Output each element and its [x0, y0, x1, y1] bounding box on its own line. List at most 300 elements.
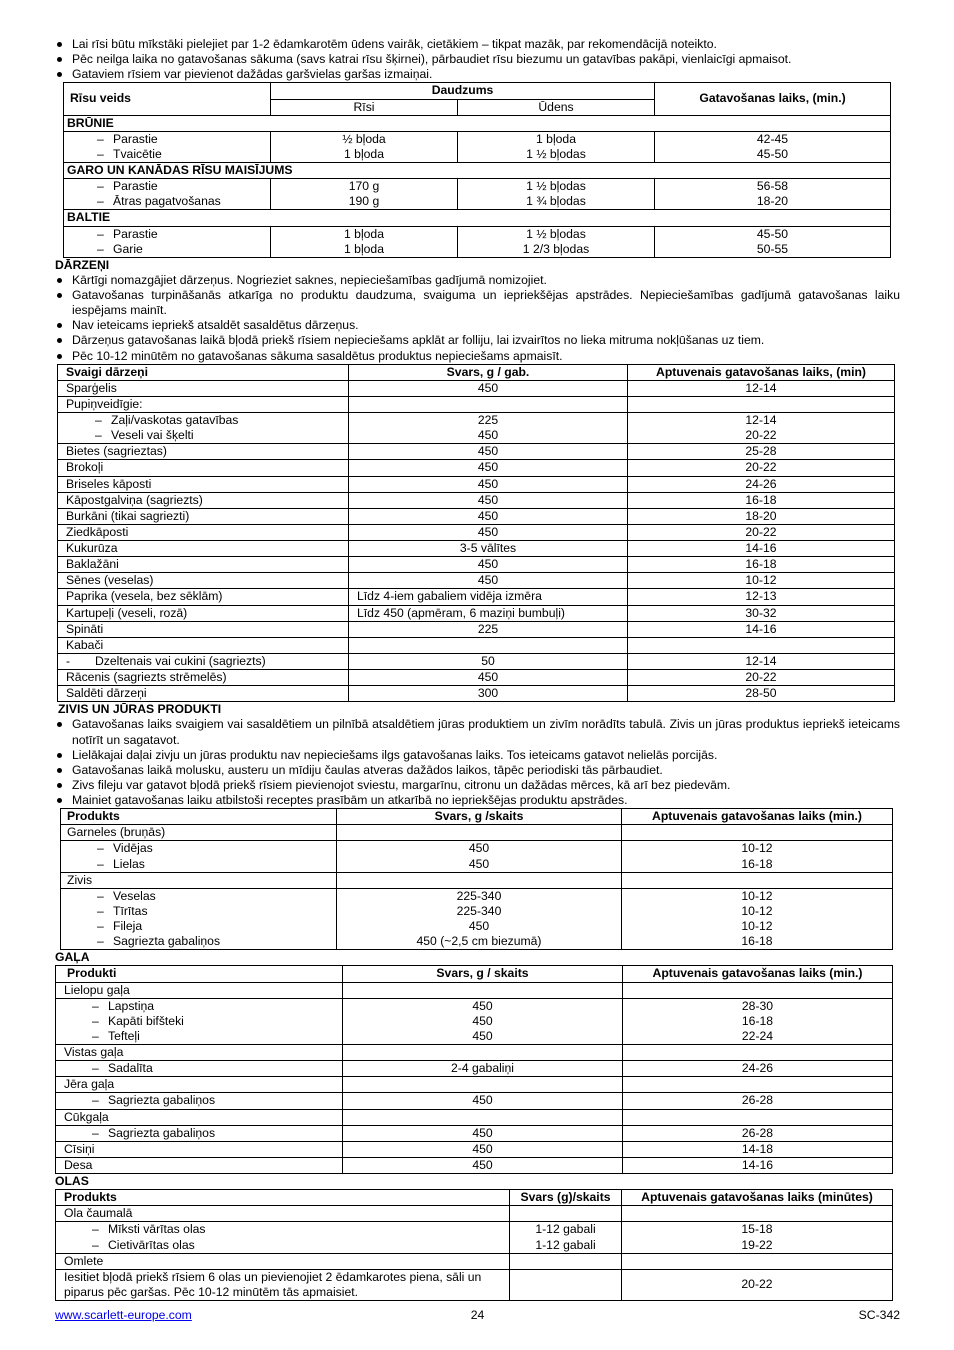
cell-line: 450 [472, 1013, 493, 1028]
cell-line: 19-22 [741, 1237, 773, 1252]
cooking-time-cell: 25-28 [628, 444, 895, 460]
cooking-time-cell [623, 1093, 893, 1109]
table-cell [343, 1077, 623, 1093]
table-row [56, 1093, 893, 1109]
cell-line: 12-14 [745, 653, 777, 668]
cell-line: 20-22 [745, 428, 777, 443]
item-name: Garie [113, 241, 143, 256]
cooking-time-cell [623, 1125, 893, 1141]
eggs-heading: OLAS [55, 1174, 89, 1188]
dash-marker: – [92, 1028, 99, 1043]
weight-cell: Līdz 4-iem gabaliem vidēja izmēra [349, 589, 628, 605]
cooking-time-cell [623, 998, 893, 1044]
vegetable-name-cell: Ziedkāposti [58, 524, 349, 540]
fish-table-body [61, 825, 893, 950]
vegetable-name-cell: Kukurūza [58, 541, 349, 557]
cell-line: 450 [472, 1028, 493, 1043]
cell-line: 15-18 [741, 1222, 773, 1237]
vegetable-name-cell: Sēnes (veselas) [58, 573, 349, 589]
table-row [58, 380, 895, 396]
weight-cell: 450 [349, 573, 628, 589]
vegetables-table [57, 364, 895, 703]
cell-line: 10-12 [741, 841, 773, 856]
cell-line: 50-55 [756, 241, 789, 256]
cell-line: 1 bļoda [344, 226, 384, 241]
omelette-time: 20-22 [622, 1269, 893, 1300]
cell-line: 10-12 [741, 903, 773, 918]
group-title: Jēra gaļa [56, 1077, 343, 1093]
eggs-weight-header: Svars (g)/skaits [510, 1190, 622, 1206]
cell-line: 225 [477, 413, 499, 427]
cell-line: 56-58 [756, 179, 789, 194]
bullet-item: Pēc 10-12 minūtēm no gatavošanas sākuma sasaldētus produktus nepieciešams apmaisīt. [55, 349, 900, 364]
weight-cell [337, 888, 622, 950]
meat-name-header: Produkti [56, 966, 343, 982]
rice-type-header: Rīsu veids [64, 83, 271, 115]
item-line [92, 1238, 506, 1253]
table-row [61, 888, 893, 950]
dash-marker: – [97, 241, 104, 256]
table-row [58, 396, 895, 412]
fish-heading: ZIVIS UN JŪRAS PRODUKTI [58, 702, 222, 717]
rice-variety-cell [64, 179, 271, 210]
table-cell [343, 1109, 623, 1125]
table-row [58, 460, 895, 476]
cell-line: 16-18 [741, 1013, 774, 1028]
meat-item-cell [56, 1061, 343, 1077]
cooking-time-cell [622, 841, 893, 872]
vegetable-name-cell: Saldēti dārzeņi [58, 686, 349, 702]
water-amount-cell [458, 226, 655, 257]
weight-cell: 450 [343, 1141, 623, 1157]
eggs-time-header: Aptuvenais gatavošanas laiks (minūtes) [622, 1190, 893, 1206]
veg-weight-header: Svars, g / gab. [349, 364, 628, 380]
item-line [97, 194, 267, 209]
cell-line: 2-4 gabaliņi [450, 1061, 514, 1076]
meat-table [55, 965, 893, 1174]
vegetable-name-cell: Kāpostgalviņa (sagriezts) [58, 492, 349, 508]
table-row [56, 1125, 893, 1141]
fish-bullets [55, 717, 900, 808]
weight-cell: 450 [349, 492, 628, 508]
section-row [64, 163, 891, 179]
table-cell [510, 1253, 622, 1269]
cooking-time-cell: 14-16 [628, 541, 895, 557]
table-cell [337, 872, 622, 888]
item-name: Sagriezta gabaliņos [113, 934, 221, 949]
item-name: Lielas [113, 856, 145, 871]
table-row [58, 444, 895, 460]
rice-table [63, 82, 891, 257]
cooking-time-cell: 14-16 [628, 621, 895, 637]
cooking-time-cell: 24-26 [628, 476, 895, 492]
item-line [97, 857, 333, 872]
cell-line: 28-30 [741, 998, 774, 1013]
cooking-time-cell: 12-14 [628, 380, 895, 396]
cooking-time-cell: 20-22 [628, 670, 895, 686]
rice-amount-header: Rīsi [271, 99, 458, 115]
cooking-time-cell: 18-20 [628, 508, 895, 524]
weight-cell [349, 637, 628, 653]
page-footer [55, 1308, 900, 1324]
dash-marker: – [97, 226, 104, 241]
cooking-time-cell [628, 653, 895, 669]
bullet-item: Nav ieteicams iepriekš atsaldēt sasaldētus dārzeņus. [55, 318, 900, 333]
dash-marker: – [97, 131, 104, 146]
weight-cell: 450 [349, 444, 628, 460]
vegetable-name-cell: Spināti [58, 621, 349, 637]
cell-line: 10-12 [741, 919, 773, 933]
item-name: Tīrītas [113, 903, 148, 918]
vegetable-name-cell: Baklažāni [58, 557, 349, 573]
meat-item-cell [56, 1093, 343, 1109]
group-row [56, 1109, 893, 1125]
table-row [58, 686, 895, 702]
dash-marker: – [92, 1061, 99, 1076]
bullet-item: Lai rīsi būtu mīkstāki pielejiet par 1-2 ēdamkarotēm ūdens vairāk, cietākiem – tikpat mazāk, par rekomendācijā noteikto. [55, 37, 900, 52]
dash-marker: – [97, 146, 104, 161]
weight-cell: 300 [349, 686, 628, 702]
bullet-item: Mainiet gatavošanas laiku atbilstoši receptes prasībām un atkarībā no iepriekšējas produktu apstrādes. [55, 793, 900, 808]
table-row [58, 670, 895, 686]
cooking-time-cell: 14-16 [623, 1157, 893, 1173]
vegetables-bullets [55, 273, 900, 364]
cooking-time-cell: 20-22 [628, 524, 895, 540]
meat-time-header: Aptuvenais gatavošanas laiks (min.) [623, 966, 893, 982]
table-row [58, 508, 895, 524]
vegetable-name-cell: Kartupeļi (veseli, rozā) [58, 605, 349, 621]
dash-marker: – [95, 413, 102, 427]
cell-line: 450 [472, 998, 493, 1013]
dash-marker: – [92, 1125, 99, 1140]
cell-line: 225-340 [456, 903, 502, 918]
cell-line: 1 bļoda [344, 146, 384, 161]
cell-line: 225-340 [456, 888, 502, 903]
cell-line: 1 bļoda [344, 241, 384, 256]
table-cell [337, 825, 622, 841]
item-name: Veselas [113, 888, 156, 903]
eggs-table [55, 1189, 893, 1301]
weight-cell: 450 [349, 476, 628, 492]
dash-marker: – [97, 919, 104, 933]
bullet-item: Gatavošanas turpināšanās atkarīga no produktu daudzuma, svaiguma un iepriekšējas apstrādes. Nepieciešamības gadījumā gatavošanas laiku iespējams mainīt. [55, 288, 900, 318]
weight-cell: 225 [349, 621, 628, 637]
group-title: Garneles (bruņās) [61, 825, 337, 841]
table-row [56, 1141, 893, 1157]
bullet-item: Gataviem rīsiem var pievienot dažādas garšvielas garšas izmaiņai. [55, 67, 900, 82]
weight-cell: 450 [349, 670, 628, 686]
cell-line: 1 2/3 bļodas [522, 241, 590, 256]
cell-line: 42-45 [756, 131, 789, 146]
table-row [56, 1061, 893, 1077]
omelette-instructions: Iesitiet bļodā priekš rīsiem 6 olas un pievienojiet 2 ēdamkarotes piena, sāli un piparus pēc garšas. Pēc 10-12 minūtēm tās apmaisiet. [56, 1269, 510, 1300]
water-amount-cell [458, 131, 655, 162]
eggs-name-header: Produkts [56, 1190, 510, 1206]
cooking-time-cell: 30-32 [628, 605, 895, 621]
cell-line: 1-12 gabali [535, 1222, 596, 1237]
item-line [97, 889, 333, 904]
item-line [92, 1093, 339, 1108]
section-title: BRŪNIE [64, 115, 891, 131]
table-header-row [61, 809, 893, 825]
section-title: BALTIE [64, 210, 891, 226]
rice-amount-cell [271, 179, 458, 210]
table-cell [622, 872, 893, 888]
item-line [92, 999, 339, 1014]
vegetables-heading: DĀRZEŅI [55, 257, 110, 272]
group-title: Vistas gaļa [56, 1045, 343, 1061]
bullet-item: Gatavošanas laiks svaigiem vai sasaldētiem un pilnībā atsaldētiem jūras produktiem un zivīm norādīts tabulā. Zivis un jūras produktus iepriekš ieteicams notīrīt un sagatavot. [55, 717, 900, 747]
weight-cell [349, 396, 628, 412]
fish-item-cell [61, 888, 337, 950]
fish-weight-header: Svars, g /skaits [337, 809, 622, 825]
model-number: SC-342 [858, 1308, 900, 1322]
section-title: GARO UN KANĀDAS RĪSU MAISĪJUMS [64, 163, 891, 179]
weight-cell [337, 841, 622, 872]
table-row [58, 476, 895, 492]
item-line [97, 934, 333, 949]
rice-variety-cell [64, 131, 271, 162]
vegetable-name-cell [58, 653, 349, 669]
dash-marker: – [92, 1222, 99, 1237]
cell-line: 45-50 [756, 146, 789, 161]
meat-name-cell: Desa [56, 1157, 343, 1173]
table-cell [510, 1269, 622, 1300]
item-name: Sagriezta gabaliņos [108, 1125, 216, 1140]
cell-line: 16-18 [741, 934, 773, 949]
item-line [97, 919, 333, 934]
fish-time-header: Aptuvenais gatavošanas laiks (min.) [622, 809, 893, 825]
table-cell [622, 1206, 893, 1222]
cooking-time-cell [628, 396, 895, 412]
table-row [56, 1222, 893, 1253]
fish-item-cell [61, 841, 337, 872]
dash-marker: – [97, 841, 104, 856]
item-line [97, 179, 267, 194]
bullet-item: Lielākajai daļai zivju un jūras produktu nav nepieciešams ilgs gatavošanas laiks. Tos ieteicams gatavot nelielās porcijās. [55, 748, 900, 763]
table-row [56, 1269, 893, 1300]
item-line [97, 132, 267, 147]
meat-item-cell [56, 998, 343, 1044]
item-name: Parastie [113, 131, 158, 146]
cooking-time-cell [628, 413, 895, 444]
dash-marker: – [92, 998, 99, 1013]
cooking-time-cell: 10-12 [628, 573, 895, 589]
cell-line: 450 [468, 919, 490, 933]
table-row [58, 573, 895, 589]
weight-cell [510, 1222, 622, 1253]
cell-line: 450 [472, 1093, 493, 1108]
cell-line: 450 [472, 1125, 493, 1140]
water-amount-cell [458, 179, 655, 210]
cooking-time-cell [628, 637, 895, 653]
table-row [58, 621, 895, 637]
rice-amount-cell [271, 226, 458, 257]
item-name: Zaļi/vaskotas gatavības [111, 413, 239, 427]
cell-line: 450 [468, 841, 490, 856]
cooking-time-cell: 12-13 [628, 589, 895, 605]
table-cell [623, 1045, 893, 1061]
item-name: Parastie [113, 226, 158, 241]
cell-line: 26-28 [741, 1125, 774, 1140]
amount-header: Daudzums [271, 83, 655, 99]
weight-cell: 450 [343, 1157, 623, 1173]
time-header: Gatavošanas laiks, (min.) [655, 83, 891, 115]
vegetable-name-cell: Briseles kāposti [58, 476, 349, 492]
cell-line: 26-28 [741, 1093, 774, 1108]
group-row [56, 982, 893, 998]
item-name: Vidējas [113, 841, 153, 856]
weight-cell: 450 [349, 508, 628, 524]
bullet-item: Pēc neilga laika no gatavošanas sākuma (savs katrai rīsu šķirnei), pārbaudiet rīsu biezumu un gatavības pakāpi, vienlaicīgi apmaisot. [55, 52, 900, 67]
vegetable-name-cell: Burkāni (tikai sagriezti) [58, 508, 349, 524]
table-cell [343, 982, 623, 998]
weight-cell [343, 1093, 623, 1109]
cell-line: 45-50 [756, 226, 789, 241]
dash-marker: - [66, 653, 71, 668]
table-header-row [56, 1190, 893, 1206]
cell-line: 1 ½ bļodas [526, 226, 586, 241]
cooking-time-cell [622, 888, 893, 950]
section-row [64, 115, 891, 131]
item-name: Tvaicētie [113, 146, 162, 161]
cooking-time-cell [655, 179, 891, 210]
weight-cell: 450 [349, 524, 628, 540]
vegetable-name-cell [58, 413, 349, 444]
group-row [61, 825, 893, 841]
table-cell [623, 1077, 893, 1093]
item-name: Tefteļi [108, 1028, 140, 1043]
bullet-item: Dārzeņus gatavošanas laikā bļodā priekš rīsiem nepieciešams apklāt ar folliju, lai izvairītos no lieka mitruma nokļūšanas uz tiem. [55, 333, 900, 348]
dash-marker: – [95, 428, 102, 443]
item-line [95, 428, 345, 443]
weight-cell [349, 653, 628, 669]
vegetable-name-cell: Kabači [58, 637, 349, 653]
veg-name-header: Svaigi dārzeņi [58, 364, 349, 380]
item-line [97, 147, 267, 162]
eggs-table-body [56, 1222, 893, 1253]
dash-marker: – [92, 1093, 99, 1108]
item-line [95, 413, 345, 428]
cooking-time-cell [655, 226, 891, 257]
item-name: Veseli vai šķelti [111, 428, 194, 443]
dash-marker: – [97, 194, 104, 209]
vegetable-name-cell: Brokoļi [58, 460, 349, 476]
group-row [61, 872, 893, 888]
weight-cell: 450 [349, 460, 628, 476]
item-line [97, 242, 267, 257]
item-name: Sagriezta gabaliņos [108, 1093, 216, 1108]
weight-cell: Līdz 450 (apmēram, 6 maziņi bumbuļi) [349, 605, 628, 621]
group-row [56, 1077, 893, 1093]
weight-cell [343, 1125, 623, 1141]
weight-cell: 450 [349, 557, 628, 573]
cooking-time-cell: 20-22 [628, 460, 895, 476]
rice-table-body [64, 115, 891, 257]
table-row [58, 605, 895, 621]
cell-line: 170 g [348, 179, 380, 194]
item-line [92, 1222, 506, 1237]
cell-line: 1 ½ bļodas [526, 179, 586, 194]
item-name: Sadalīta [108, 1061, 153, 1076]
cell-line: 10-12 [741, 888, 773, 903]
website-link[interactable]: www.scarlett-europe.com [55, 1308, 192, 1322]
table-row [58, 653, 895, 669]
weight-cell [349, 413, 628, 444]
vegetable-name-cell: Pupiņveidīgie: [58, 396, 349, 412]
cooking-time-cell [622, 1222, 893, 1253]
table-row [64, 226, 891, 257]
item-line [97, 904, 333, 919]
cooking-time-cell [623, 1061, 893, 1077]
dash-marker: – [97, 934, 104, 949]
cell-line: 1 ½ bļodas [526, 146, 586, 161]
cell-line: 16-18 [741, 856, 773, 871]
manual-page [55, 37, 900, 1301]
table-row [58, 589, 895, 605]
omelette-title: Omlete [56, 1253, 510, 1269]
cell-line: 24-26 [741, 1061, 774, 1076]
table-row [58, 413, 895, 444]
table-row [56, 1206, 893, 1222]
vegetable-name-cell: Bietes (sagrieztas) [58, 444, 349, 460]
table-row [58, 557, 895, 573]
cell-line: 1 ¾ bļodas [526, 194, 586, 209]
cooking-time-cell: 14-18 [623, 1141, 893, 1157]
weight-cell [343, 1061, 623, 1077]
vegetable-name-cell: Rācenis (sagriezts strēmelēs) [58, 670, 349, 686]
intro-bullets [55, 37, 900, 82]
table-row [58, 541, 895, 557]
item-line [92, 1014, 339, 1029]
page-number: 24 [470, 1308, 485, 1322]
cooking-time-cell: 16-18 [628, 557, 895, 573]
item-name: Lapstiņa [108, 998, 155, 1013]
table-row [56, 1253, 893, 1269]
cell-line: 450 [468, 856, 490, 871]
cell-line: 1 bļoda [536, 131, 576, 146]
table-row [64, 179, 891, 210]
cell-line: 18-20 [756, 194, 789, 209]
meat-table-body [56, 982, 893, 1174]
cell-line: ½ bļoda [342, 131, 386, 146]
bullet-item: Gatavošanas laikā molusku, austeru un mīdiju čaulas atveras dažādos laikos, tāpēc periodiski tās pārbaudiet. [55, 763, 900, 778]
vegetables-table-body [58, 380, 895, 702]
eggs-group-title: Ola čaumalā [56, 1206, 510, 1222]
bullet-item: Kārtīgi nomazgājiet dārzeņus. Nogrieziet saknes, nepieciešamības gadījumā nomizojiet. [55, 273, 900, 288]
veg-time-header: Aptuvenais gatavošanas laiks, (min) [628, 364, 895, 380]
cell-line: 450 (~2,5 cm biezumā) [416, 934, 542, 949]
dash-marker: – [97, 856, 104, 871]
dash-marker: – [97, 888, 104, 903]
fish-table [60, 808, 893, 950]
cell-line: 1-12 gabali [535, 1237, 596, 1252]
group-row [56, 1045, 893, 1061]
item-line [66, 654, 345, 669]
item-name: Mīksti vārītas olas [108, 1222, 206, 1237]
cooking-time-cell [655, 131, 891, 162]
table-header-row [58, 364, 895, 380]
weight-cell: 450 [349, 380, 628, 396]
table-row [58, 492, 895, 508]
dash-marker: – [97, 179, 104, 194]
meat-item-cell [56, 1125, 343, 1141]
table-cell [623, 982, 893, 998]
table-row [61, 841, 893, 872]
table-cell [622, 825, 893, 841]
table-cell [623, 1109, 893, 1125]
cell-line: 450 [477, 428, 499, 443]
